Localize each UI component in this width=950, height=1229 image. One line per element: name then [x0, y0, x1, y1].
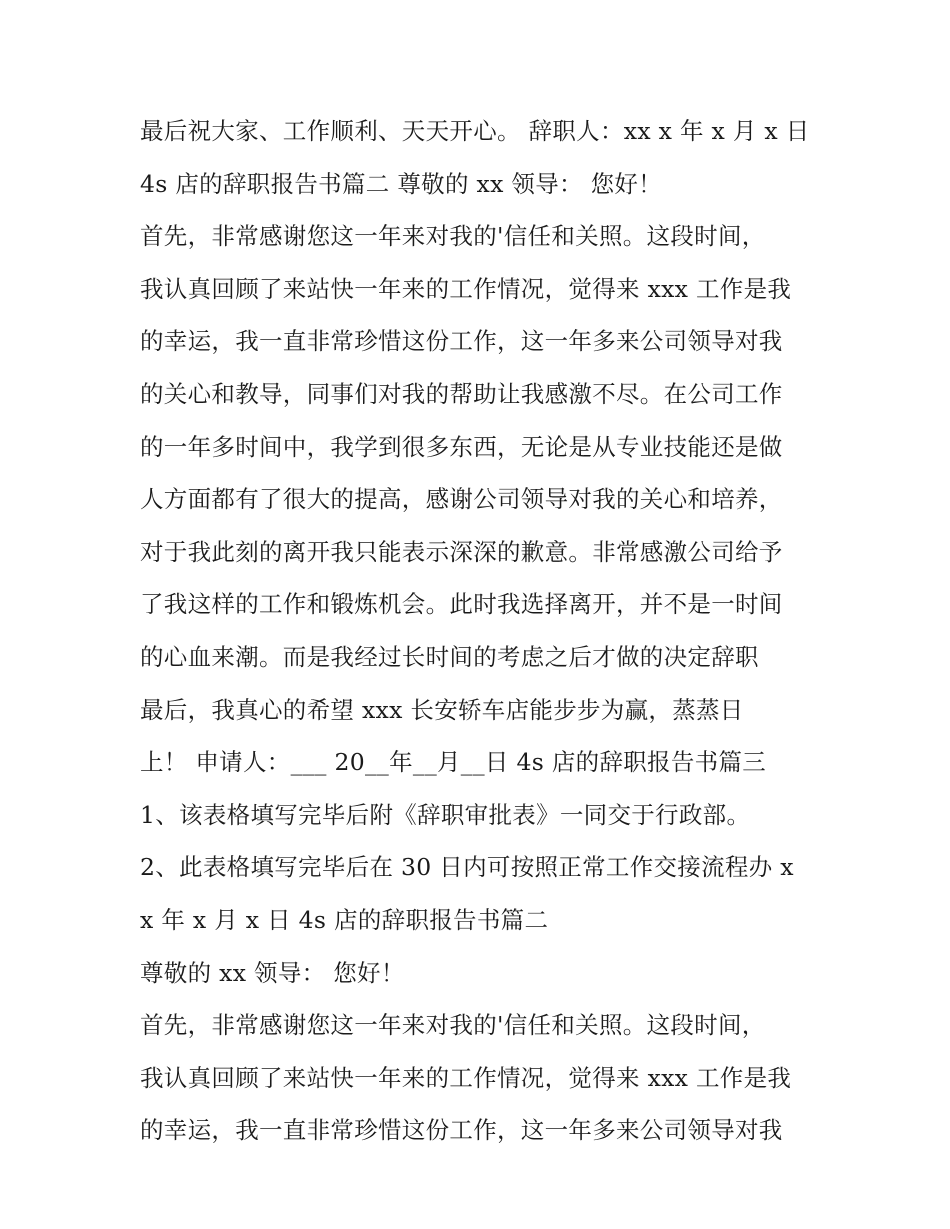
text-line: 我认真回顾了来站快一年来的工作情况，觉得来 xxx 工作是我 [140, 274, 792, 303]
document-body [140, 108, 830, 1160]
text-line: 1、该表格填写完毕后附《辞职审批表》一同交于行政部。 [140, 800, 751, 829]
text-line: 4s 店的辞职报告书篇二 尊敬的 xx 领导： 您好！ [140, 169, 662, 198]
text-line: 我认真回顾了来站快一年来的工作情况，觉得来 xxx 工作是我 [140, 1063, 792, 1092]
text-line: 的幸运，我一直非常珍惜这份工作，这一年多来公司领导对我 [140, 1116, 783, 1145]
text-line: 的幸运，我一直非常珍惜这份工作，这一年多来公司领导对我 [140, 327, 783, 356]
text-line: 人方面都有了很大的提高，感谢公司领导对我的关心和培养， [140, 485, 783, 514]
text-line: x 年 x 月 x 日 4s 店的辞职报告书篇二 [140, 905, 549, 934]
text-line: 的心血来潮。而是我经过长时间的考虑之后才做的决定辞职 [140, 642, 759, 671]
text-line: 最后，我真心的希望 xxx 长安轿车店能步步为赢，蒸蒸日 [140, 695, 744, 724]
text-line: 首先，非常感谢您这一年来对我的'信任和关照。这段时间， [140, 1011, 766, 1040]
text-line: 首先，非常感谢您这一年来对我的'信任和关照。这段时间， [140, 222, 766, 251]
text-line: 尊敬的 xx 领导： 您好！ [140, 958, 405, 987]
text-line: 最后祝大家、工作顺利、天天开心。 辞职人：xx x 年 x 月 x 日 [140, 117, 810, 145]
text-line: 2、此表格填写完毕后在 30 日内可按照正常工作交接流程办 x [140, 853, 794, 882]
text-line: 了我这样的工作和锻炼机会。此时我选择离开，并不是一时间 [140, 590, 783, 619]
text-line: 上！ 申请人：___ 20__年__月__日 4s 店的辞职报告书篇三 [140, 748, 767, 777]
text-line: 的关心和教导，同事们对我的帮助让我感激不尽。在公司工作 [140, 379, 783, 408]
text-line: 的一年多时间中，我学到很多东西，无论是从专业技能还是做 [140, 432, 783, 461]
text-line: 对于我此刻的离开我只能表示深深的歉意。非常感激公司给予 [140, 537, 783, 566]
